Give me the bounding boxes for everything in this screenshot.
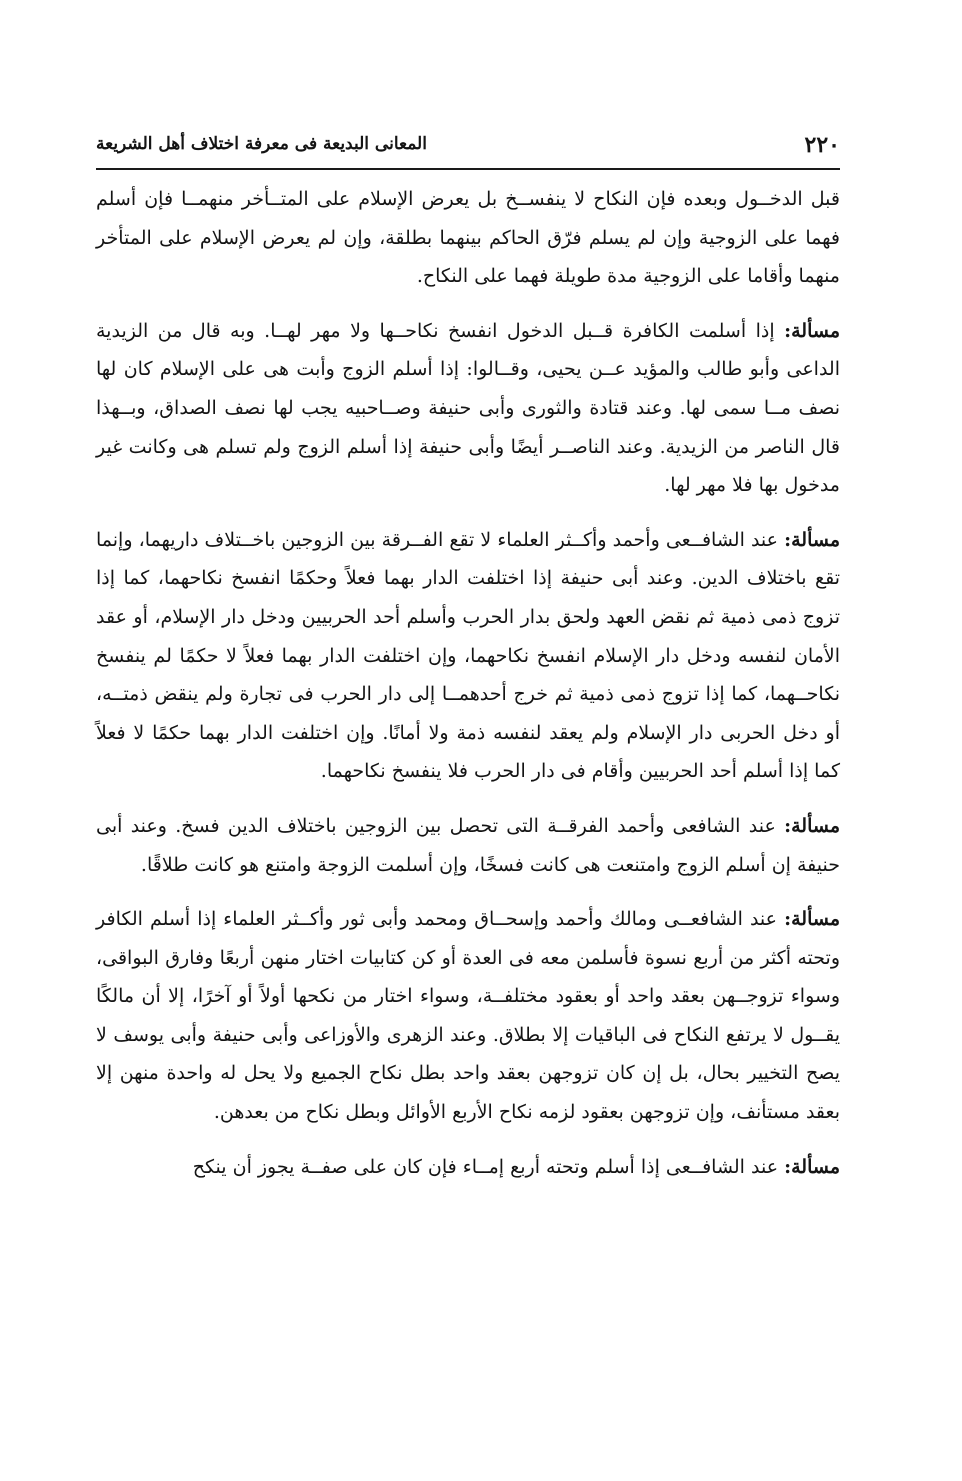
paragraph: [96, 1148, 840, 1187]
paragraph-text: قبل الدخــول وبعده فإن النكاح لا ينفســخ بل يعرض الإسلام على المتــأخر منهمــا فإن أسلم فهما على الزوجية وإن لم يسلم فرّق الحاكم بينهما بطلقة، وإن لم يعرض الإسلام على المتأخر منهما وأقاما على الزوجية مدة طويلة فهما على النكاح.: [96, 188, 840, 288]
page-number: ٢٢٠: [804, 132, 840, 158]
issue-label: مسألة:: [784, 814, 840, 837]
body-text: [96, 180, 840, 1186]
paragraph-text: إذا أسلمت الكافرة قــبل الدخول انفسخ نكاحــها ولا مهر لهــا. وبه قال من الزيدية الداعى وأبو طالب والمؤيد عــن يحيى، وقــالوا: إذا أسلم الزوج وأبت هى على الإسلام كان لها نصف مــا سمى لها. وعند قتادة والثورى وأبى حنيفة وصــاحبيه يجب لها نصف الصداق، وبــهذا قال الناصر من الزيدية. وعند الناصــر أيضًا وأبى حنيفة إذا أسلم الزوج ولم تسلم هى وكانت غير مدخول بها فلا مهر لها.: [96, 319, 840, 497]
paragraph-text: عند الشافعــى ومالك وأحمد وإسحــاق ومحمد وأبى ثور وأكــثر العلماء إذا أسلم الكافر وتحته أكثر من أربع نسوة فأسلمن معه فى العدة أو كن كتابيات اختار منهن أربعًا وفارق البواقى، وسواء تزوجــهن بعقد واحد أو بعقود مختلفــة، وسواء اختار من نكحها أولاً أو آخرًا، إلا أن مالكًا يقــول لا يرتفع النكاح فى الباقيات إلا بطلاق. وعند الزهرى والأوزاعى وأبى حنيفة وأبى يوسف لا يصح التخيير بحال، بل إن كان تزوجهن بعقد واحد بطل نكاح الجميع ولا يحل له واحدة منهن إلا بعقد مستأنف، وإن تزوجهن بعقود لزمه نكاح الأربع الأوائل وبطل نكاح من بعدهن.: [96, 908, 840, 1124]
paragraph: [96, 521, 840, 791]
paragraph: [96, 180, 840, 296]
paragraph: [96, 312, 840, 505]
issue-label: مسألة:: [784, 319, 840, 342]
running-title: المعانى البديعة فى معرفة اختلاف أهل الشريعة: [96, 134, 427, 154]
paragraph: [96, 900, 840, 1132]
header-rule: [96, 168, 840, 170]
issue-label: مسألة:: [784, 528, 840, 551]
paragraph-text: عند الشافــعى إذا أسلم وتحته أربع إمــاء فإن كان على صفــة يجوز أن ينكح: [192, 1155, 785, 1178]
issue-label: مسألة:: [784, 1155, 840, 1178]
paragraph-text: عند الشافعى وأحمد الفرقــة التى تحصل بين الزوجين باختلاف الدين فسخ. وعند أبى حنيفة إن أسلم الزوج وامتنعت هى كانت فسخًا، وإن أسلمت الزوجة وامتنع هو كانت طلاقًا.: [96, 814, 840, 876]
page-header: [96, 128, 840, 164]
paragraph: [96, 807, 840, 884]
paragraph-text: عند الشافــعى وأحمد وأكــثر العلماء لا تقع الفــرقة بين الزوجين باخــتلاف داريهما، وإنما تقع باختلاف الدين. وعند أبى حنيفة إذا اختلفت الدار بهما فعلاً وحكمًا انفسخ نكاحهما، كما إذا تزوج ذمى ذمية ثم نقض العهد ولحق بدار الحرب وأسلم أحد الحربيين ودخل دار الإسلام، أو عقد الأمان لنفسه ودخل دار الإسلام انفسخ نكاحهما، وإن اختلفت الدار بهما فعلاً لا حكمًا لم ينفسخ نكاحــهما، كما إذا تزوج ذمى ذمية ثم خرج أحدهمــا إلى دار الحرب فى تجارة ولم ينقض ذمتــه، أو دخل الحربى دار الإسلام ولم يعقد لنفسه ذمة ولا أمانًا. وإن اختلفت الدار بهما حكمًا لا فعلاً كما إذا أسلم أحد الحربيين وأقام فى دار الحرب فلا ينفسخ نكاحهما.: [96, 528, 840, 783]
issue-label: مسألة:: [784, 908, 840, 931]
